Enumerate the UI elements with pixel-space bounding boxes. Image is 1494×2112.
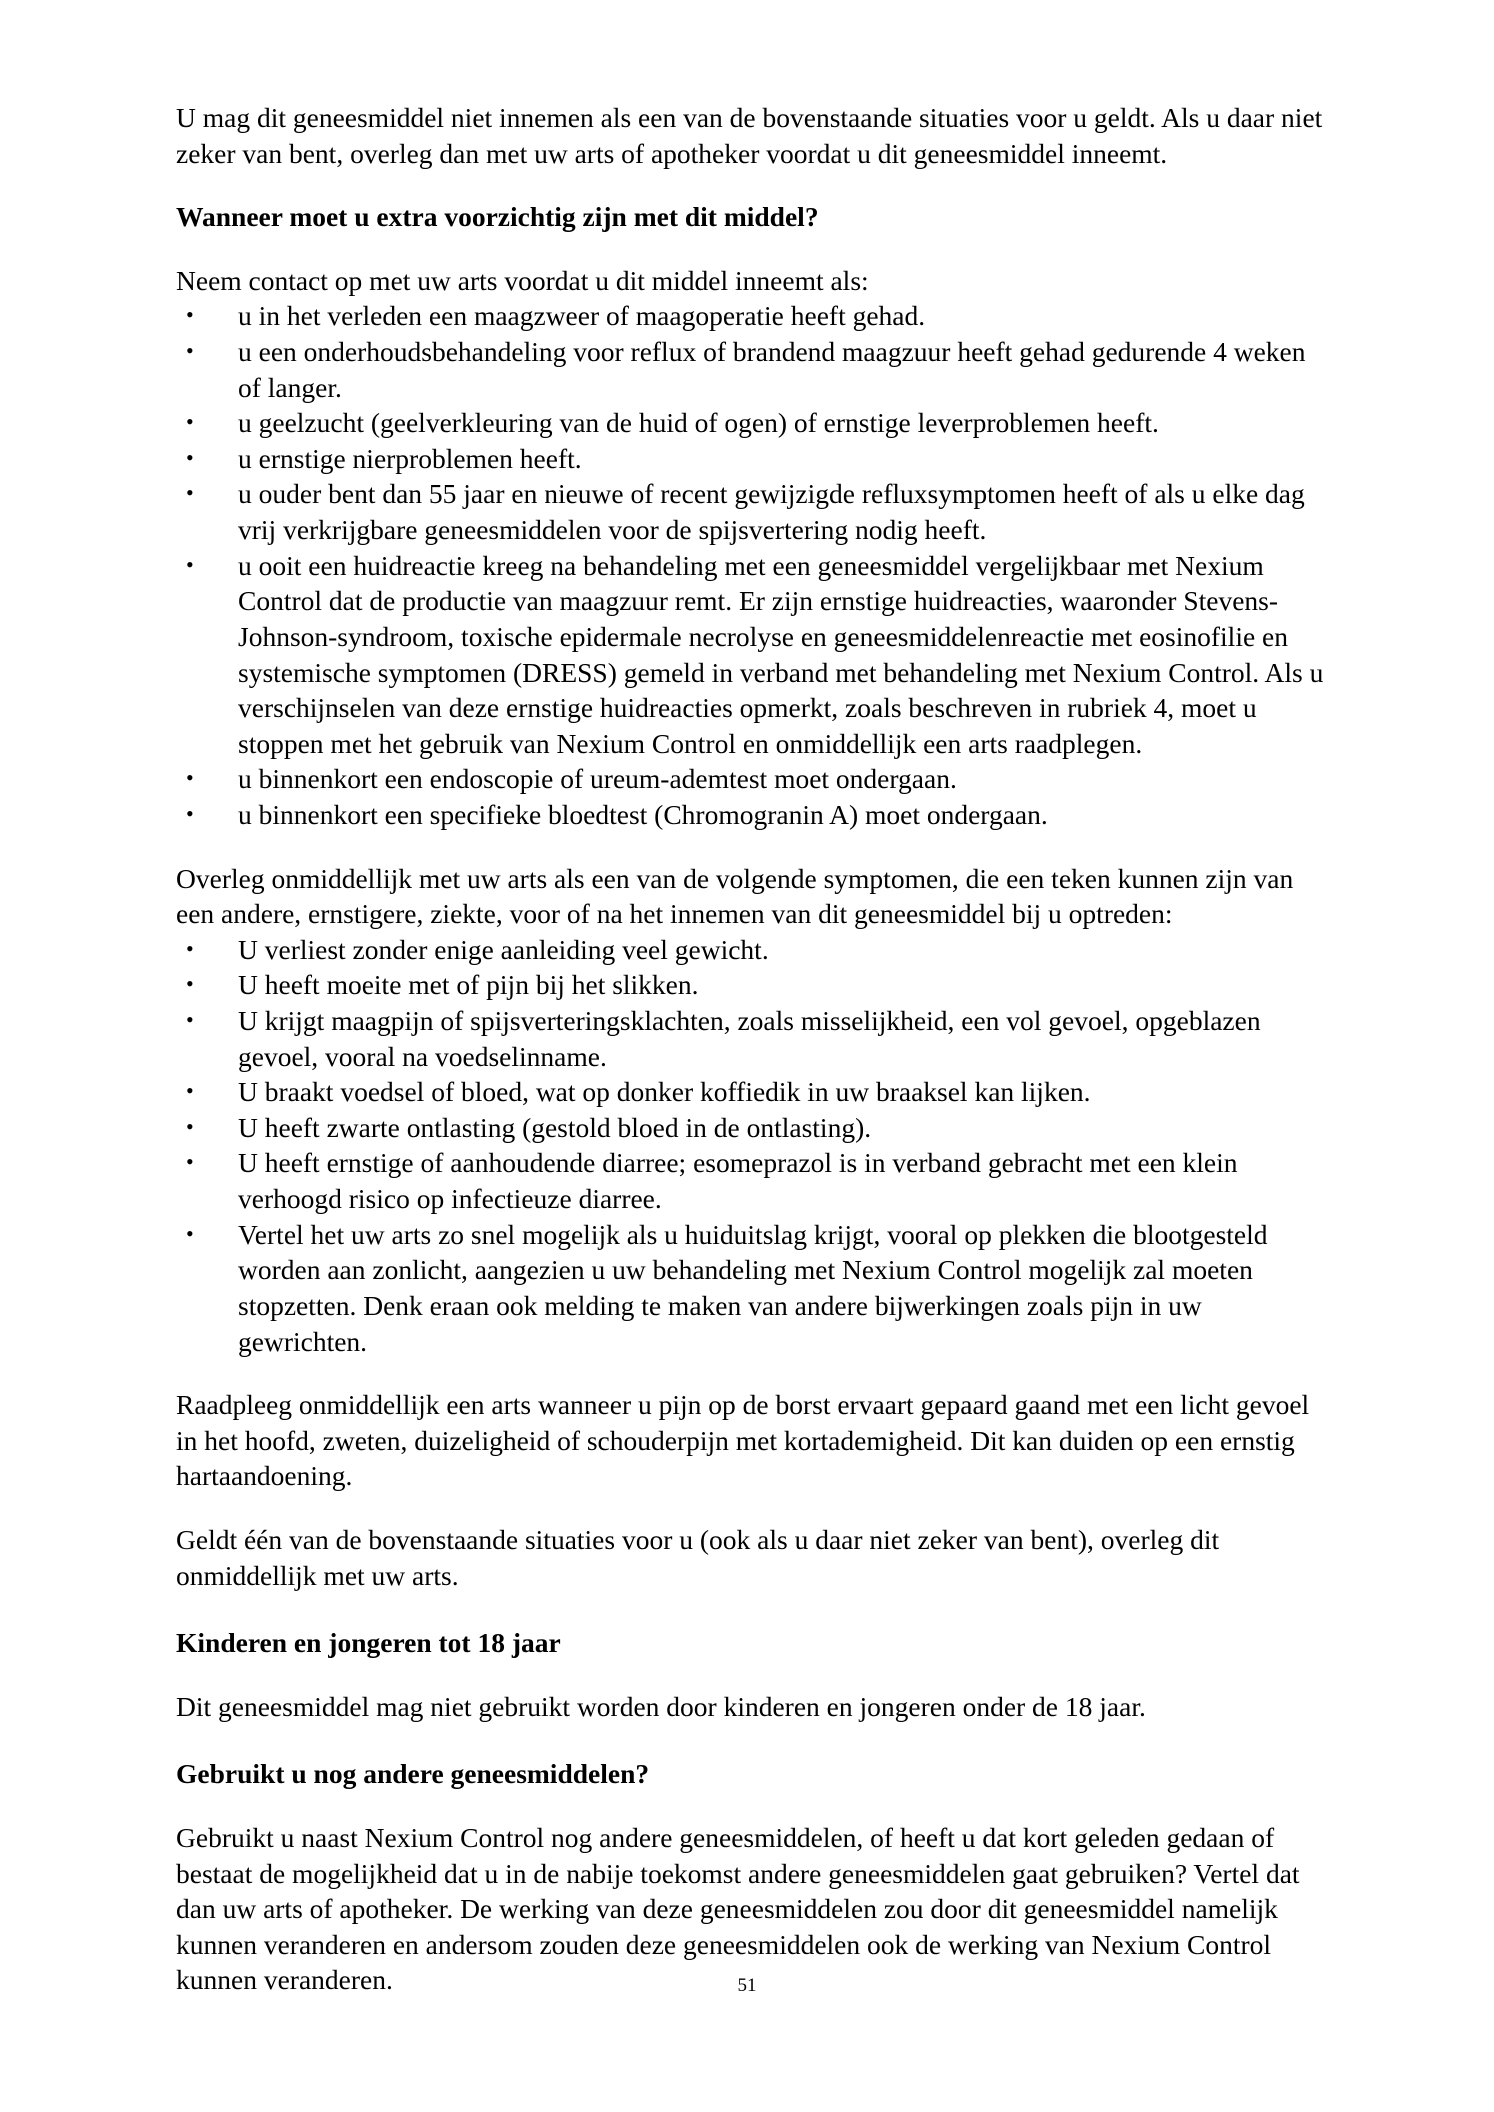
- list-item-text: u in het verleden een maagzweer of maagoperatie heeft gehad.: [238, 300, 926, 332]
- heading-other-medicines: Gebruikt u nog andere geneesmiddelen?: [176, 1758, 650, 1790]
- bullet-icon: •: [186, 765, 194, 791]
- list-item-text: u ernstige nierproblemen heeft.: [238, 442, 582, 474]
- document-body: [176, 100, 1326, 1998]
- list-item-text: u ooit een huidreactie kreeg na behandeling met een geneesmiddel vergelijkbaar met Nexium Control dat de productie van maagzuur remt. Er zijn ernstige huidreacties, waaronder Stevens-Johnson-syndroom, toxische epidermale necrolyse en geneesmiddelenreactie met eosinofilie en systemische symptomen (DRESS) gemeld in verband met behandeling met Nexium Control. Als u verschijnselen van deze ernstige huidreacties opmerkt, zoals beschreven in rubriek 4, moet u stoppen met het gebruik van Nexium Control en onmiddellijk een arts raadplegen.: [238, 549, 1324, 759]
- list-item-text: u geelzucht (geelverkleuring van de huid of ogen) of ernstige leverproblemen heeft.: [238, 407, 1159, 439]
- list-item-text: U heeft ernstige of aanhoudende diarree; esomeprazol is in verband gebracht met een klein verhoogd risico op infectieuze diarree.: [238, 1147, 1238, 1215]
- list-item: [176, 797, 1326, 833]
- bullet-icon: •: [186, 302, 194, 328]
- list-item: [176, 1003, 1326, 1074]
- bullet-icon: •: [186, 1220, 194, 1246]
- bullet-icon: •: [186, 444, 194, 470]
- list-item: [176, 1217, 1326, 1359]
- list-item: [176, 405, 1326, 441]
- applies-to-you-paragraph: Geldt één van de bovenstaande situaties voor u (ook als u daar niet zeker van bent), overleg dit onmiddellijk met uw arts.: [176, 1523, 1220, 1591]
- list-item: [176, 441, 1326, 477]
- list-item: [176, 334, 1326, 405]
- list-item-text: u binnenkort een specifieke bloedtest (Chromogranin A) moet ondergaan.: [238, 798, 1048, 830]
- list-item-text: U heeft moeite met of pijn bij het slikken.: [238, 969, 699, 1001]
- bullet-icon: •: [186, 1149, 194, 1175]
- heading-children-under-18: Kinderen en jongeren tot 18 jaar: [176, 1627, 561, 1659]
- list-item-text: Vertel het uw arts zo snel mogelijk als u huiduitslag krijgt, vooral op plekken die blootgesteld worden aan zonlicht, aangezien u uw behandeling met Nexium Control mogelijk zal moeten stopzetten. Denk eraan ook melding te maken van andere bijwerkingen zoals pijn in uw gewrichten.: [238, 1218, 1268, 1357]
- bullet-icon: •: [186, 971, 194, 997]
- list-item: [176, 548, 1326, 762]
- list-item-text: U krijgt maagpijn of spijsverteringsklachten, zoals misselijkheid, een vol gevoel, opgeblazen gevoel, vooral na voedselinname.: [238, 1005, 1261, 1072]
- list-item: [176, 761, 1326, 797]
- lead-symptoms: Overleg onmiddellijk met uw arts als een van de volgende symptomen, die een teken kunnen zijn van een andere, ernstigere, ziekte, voor of na het innemen van dit geneesmiddel bij u optreden:: [176, 862, 1294, 930]
- list-item-text: U verliest zonder enige aanleiding veel gewicht.: [238, 933, 769, 965]
- symptom-bullet-list: [176, 932, 1326, 1359]
- chest-pain-paragraph: Raadpleeg onmiddellijk een arts wanneer u pijn op de borst ervaart gepaard gaand met een licht gevoel in het hoofd, zweten, duizeligheid of schouderpijn met kortademigheid. Dit kan duiden op een ernstig hartaandoening.: [176, 1389, 1310, 1492]
- list-item-text: U heeft zwarte ontlasting (gestold bloed in de ontlasting).: [238, 1111, 872, 1143]
- bullet-icon: •: [186, 1007, 194, 1033]
- list-item: [176, 1110, 1326, 1146]
- bullet-icon: •: [186, 1113, 194, 1139]
- list-item: [176, 298, 1326, 334]
- other-medicines-paragraph: Gebruikt u naast Nexium Control nog andere geneesmiddelen, of heeft u dat kort geleden gedaan of bestaat de mogelijkheid dat u in de nabije toekomst andere geneesmiddelen gaat gebruiken? Vertel dat dan uw arts of apotheker. De werking van deze geneesmiddelen zou door dit geneesmiddel namelijk kunnen veranderen en andersom zouden deze geneesmiddelen ook de werking van Nexium Control kunnen veranderen.: [176, 1821, 1300, 1996]
- list-item-text: u een onderhoudsbehandeling voor reflux of brandend maagzuur heeft gehad gedurende 4 weken of langer.: [238, 336, 1306, 403]
- intro-paragraph: U mag dit geneesmiddel niet innemen als een van de bovenstaande situaties voor u geldt. Als u daar niet zeker van bent, overleg dan met uw arts of apotheker voordat u dit geneesmiddel inneemt.: [176, 102, 1323, 169]
- bullet-icon: •: [186, 935, 194, 961]
- list-item: [176, 967, 1326, 1003]
- list-item: [176, 476, 1326, 547]
- children-paragraph: Dit geneesmiddel mag niet gebruikt worden door kinderen en jongeren onder de 18 jaar.: [176, 1690, 1146, 1722]
- heading-extra-caution: Wanneer moet u extra voorzichtig zijn met dit middel?: [176, 201, 819, 233]
- list-item-text: u binnenkort een endoscopie of ureum-ademtest moet ondergaan.: [238, 763, 957, 795]
- bullet-icon: •: [186, 338, 194, 364]
- bullet-icon: •: [186, 800, 194, 826]
- list-item-text: U braakt voedsel of bloed, wat op donker koffiedik in uw braaksel kan lijken.: [238, 1076, 1091, 1108]
- bullet-icon: •: [186, 551, 194, 577]
- page-number: 51: [737, 1975, 757, 1996]
- list-item: [176, 932, 1326, 968]
- bullet-icon: •: [186, 409, 194, 435]
- bullet-icon: •: [186, 480, 194, 506]
- bullet-icon: •: [186, 1078, 194, 1104]
- list-item: [176, 1145, 1326, 1216]
- caution-bullet-list: [176, 298, 1326, 832]
- lead-contact-doctor: Neem contact op met uw arts voordat u dit middel inneemt als:: [176, 264, 869, 296]
- list-item: [176, 1074, 1326, 1110]
- list-item-text: u ouder bent dan 55 jaar en nieuwe of recent gewijzigde refluxsymptomen heeft of als u elke dag vrij verkrijgbare geneesmiddelen voor de spijsvertering nodig heeft.: [238, 478, 1305, 546]
